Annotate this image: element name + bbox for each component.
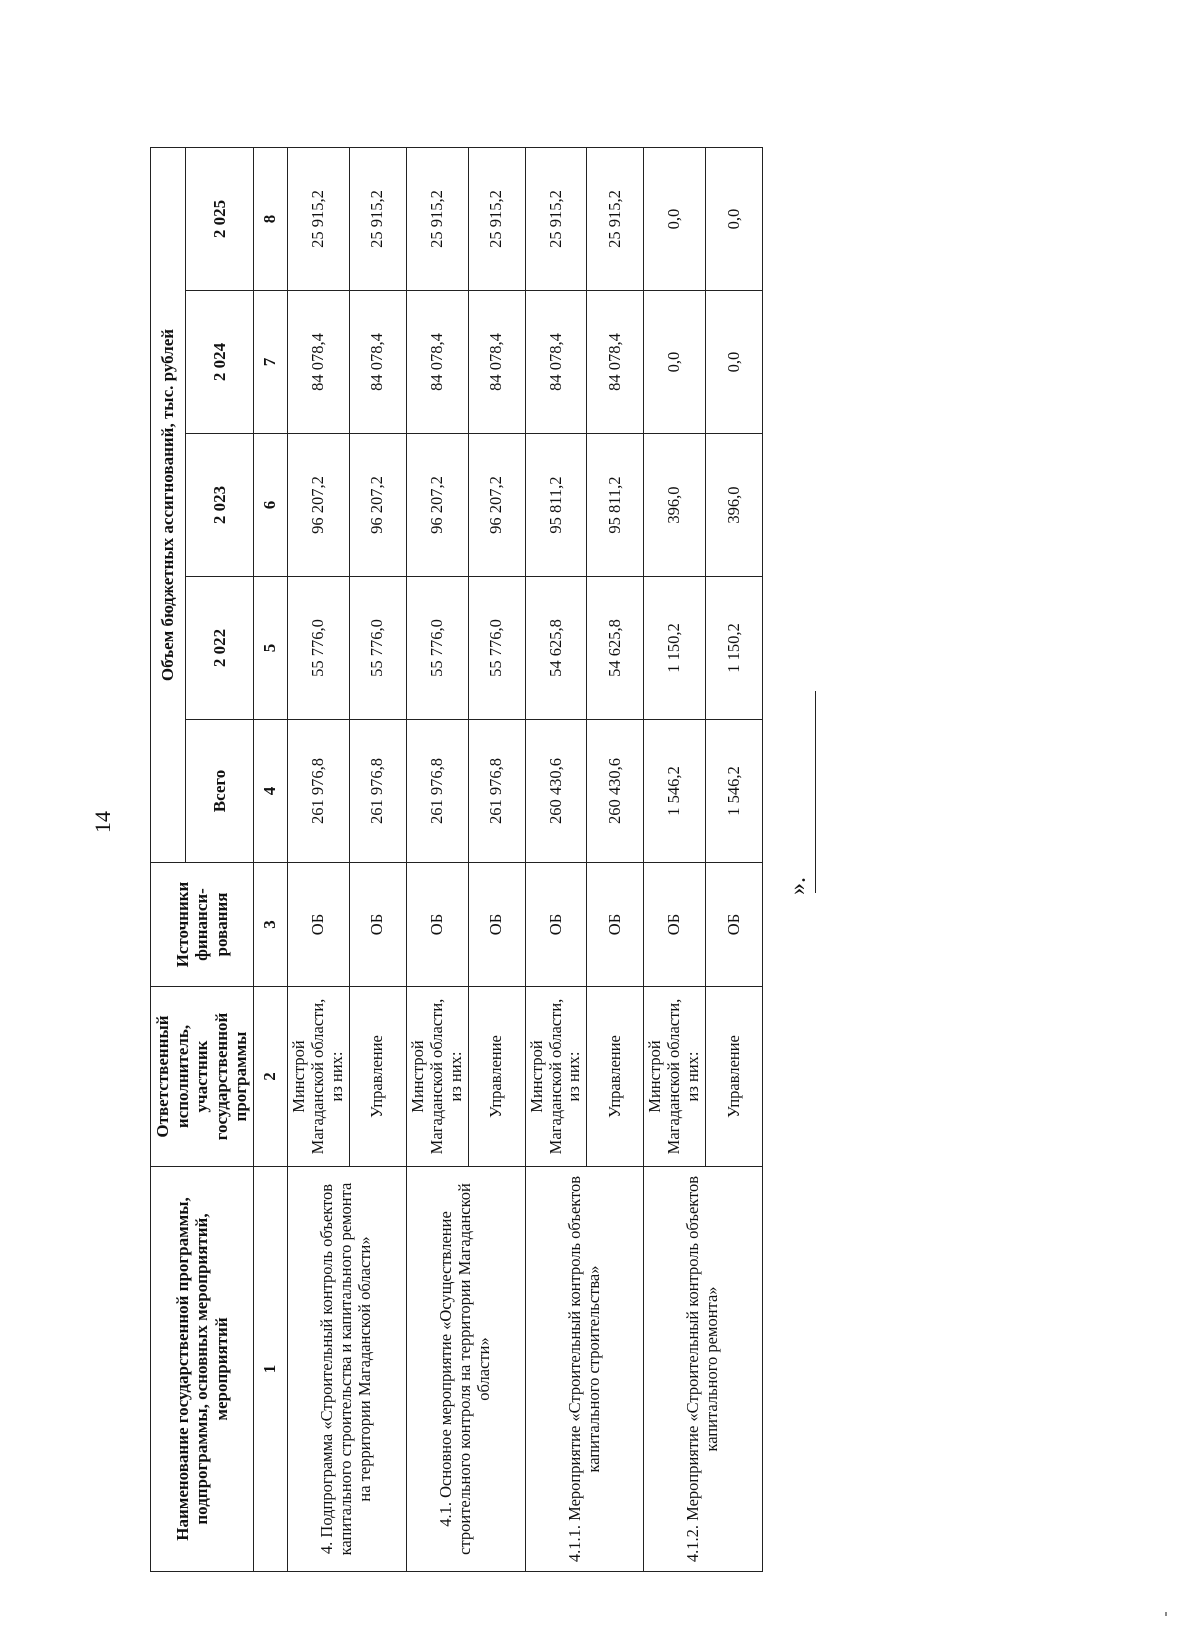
- executor-cell: Управление: [587, 987, 644, 1167]
- y2022-cell: 54 625,8: [525, 577, 587, 720]
- executor-cell: Минстрой Магаданской области, из них:: [525, 987, 587, 1167]
- y2023-cell: 396,0: [706, 434, 763, 577]
- y2022-cell: 1 150,2: [644, 577, 706, 720]
- program-name: 4.1.1. Мероприятие «Строительный контроль объектов капитального строительства»: [525, 1167, 644, 1572]
- y2025-cell: 25 915,2: [525, 148, 587, 291]
- table-row: [406, 148, 468, 1572]
- y2025-cell: 25 915,2: [287, 148, 349, 291]
- page-number: 14: [90, 811, 115, 833]
- source-cell: ОБ: [587, 863, 644, 987]
- y2025-cell: 25 915,2: [406, 148, 468, 291]
- y2024-cell: 84 078,4: [349, 291, 406, 434]
- header-2024: 2 024: [185, 291, 253, 434]
- y2025-cell: 25 915,2: [587, 148, 644, 291]
- total-cell: 261 976,8: [287, 720, 349, 863]
- y2023-cell: 96 207,2: [406, 434, 468, 577]
- executor-cell: Минстрой Магаданской области, из них:: [644, 987, 706, 1167]
- budget-table: [150, 147, 763, 1572]
- y2024-cell: 0,0: [644, 291, 706, 434]
- total-cell: 1 546,2: [644, 720, 706, 863]
- executor-cell: Минстрой Магаданской области, из них:: [406, 987, 468, 1167]
- column-number: 2: [253, 987, 287, 1167]
- y2025-cell: 25 915,2: [349, 148, 406, 291]
- header-source: Источники финанси-рования: [151, 863, 254, 987]
- source-cell: ОБ: [644, 863, 706, 987]
- header-2022: 2 022: [185, 577, 253, 720]
- y2023-cell: 95 811,2: [525, 434, 587, 577]
- total-cell: 260 430,6: [587, 720, 644, 863]
- program-name: 4. Подпрограмма «Строительный контроль объектов капитального строительства и капитального ремонта на территории Магаданской области»: [287, 1167, 406, 1572]
- y2023-cell: 396,0: [644, 434, 706, 577]
- header-2023: 2 023: [185, 434, 253, 577]
- y2022-cell: 55 776,0: [349, 577, 406, 720]
- y2025-cell: 0,0: [706, 148, 763, 291]
- source-cell: ОБ: [468, 863, 525, 987]
- total-cell: 1 546,2: [706, 720, 763, 863]
- y2022-cell: 1 150,2: [706, 577, 763, 720]
- column-number: 7: [253, 291, 287, 434]
- total-cell: 261 976,8: [406, 720, 468, 863]
- y2023-cell: 96 207,2: [349, 434, 406, 577]
- table-row: [644, 148, 706, 1572]
- program-name: 4.1.2. Мероприятие «Строительный контроль объектов капитального ремонта»: [644, 1167, 763, 1572]
- column-number: 6: [253, 434, 287, 577]
- source-cell: ОБ: [349, 863, 406, 987]
- column-number: 3: [253, 863, 287, 987]
- source-cell: ОБ: [406, 863, 468, 987]
- source-cell: ОБ: [287, 863, 349, 987]
- closing-quote-mark: ».: [785, 877, 811, 895]
- total-cell: 261 976,8: [349, 720, 406, 863]
- column-number: 4: [253, 720, 287, 863]
- y2022-cell: 55 776,0: [406, 577, 468, 720]
- header-name: Наименование государственной программы, подпрограммы, основных мероприятий, мероприятий: [151, 1167, 254, 1572]
- column-number: 5: [253, 577, 287, 720]
- y2022-cell: 54 625,8: [587, 577, 644, 720]
- source-cell: ОБ: [706, 863, 763, 987]
- table-row: [287, 148, 349, 1572]
- total-cell: 261 976,8: [468, 720, 525, 863]
- y2024-cell: 84 078,4: [287, 291, 349, 434]
- executor-cell: Управление: [706, 987, 763, 1167]
- header-budget-group: Объем бюджетных ассигнований, тыс. рублей: [151, 148, 186, 863]
- program-name: 4.1. Основное мероприятие «Осуществление строительного контроля на территории Магаданской области»: [406, 1167, 525, 1572]
- y2024-cell: 84 078,4: [406, 291, 468, 434]
- y2025-cell: 25 915,2: [468, 148, 525, 291]
- table-row: [525, 148, 587, 1572]
- header-total: Всего: [185, 720, 253, 863]
- y2023-cell: 95 811,2: [587, 434, 644, 577]
- executor-cell: Управление: [349, 987, 406, 1167]
- y2024-cell: 84 078,4: [468, 291, 525, 434]
- executor-cell: Управление: [468, 987, 525, 1167]
- y2023-cell: 96 207,2: [468, 434, 525, 577]
- scan-speck: [1165, 1612, 1167, 1616]
- source-cell: ОБ: [525, 863, 587, 987]
- closing-rule: [815, 691, 816, 893]
- column-number: 1: [253, 1167, 287, 1572]
- y2022-cell: 55 776,0: [468, 577, 525, 720]
- y2022-cell: 55 776,0: [287, 577, 349, 720]
- executor-cell: Минстрой Магаданской области, из них:: [287, 987, 349, 1167]
- y2024-cell: 0,0: [706, 291, 763, 434]
- y2023-cell: 96 207,2: [287, 434, 349, 577]
- total-cell: 260 430,6: [525, 720, 587, 863]
- header-2025: 2 025: [185, 148, 253, 291]
- y2024-cell: 84 078,4: [587, 291, 644, 434]
- column-number: 8: [253, 148, 287, 291]
- y2024-cell: 84 078,4: [525, 291, 587, 434]
- y2025-cell: 0,0: [644, 148, 706, 291]
- header-executor: Ответственный исполнитель, участник государственной программы: [151, 987, 254, 1167]
